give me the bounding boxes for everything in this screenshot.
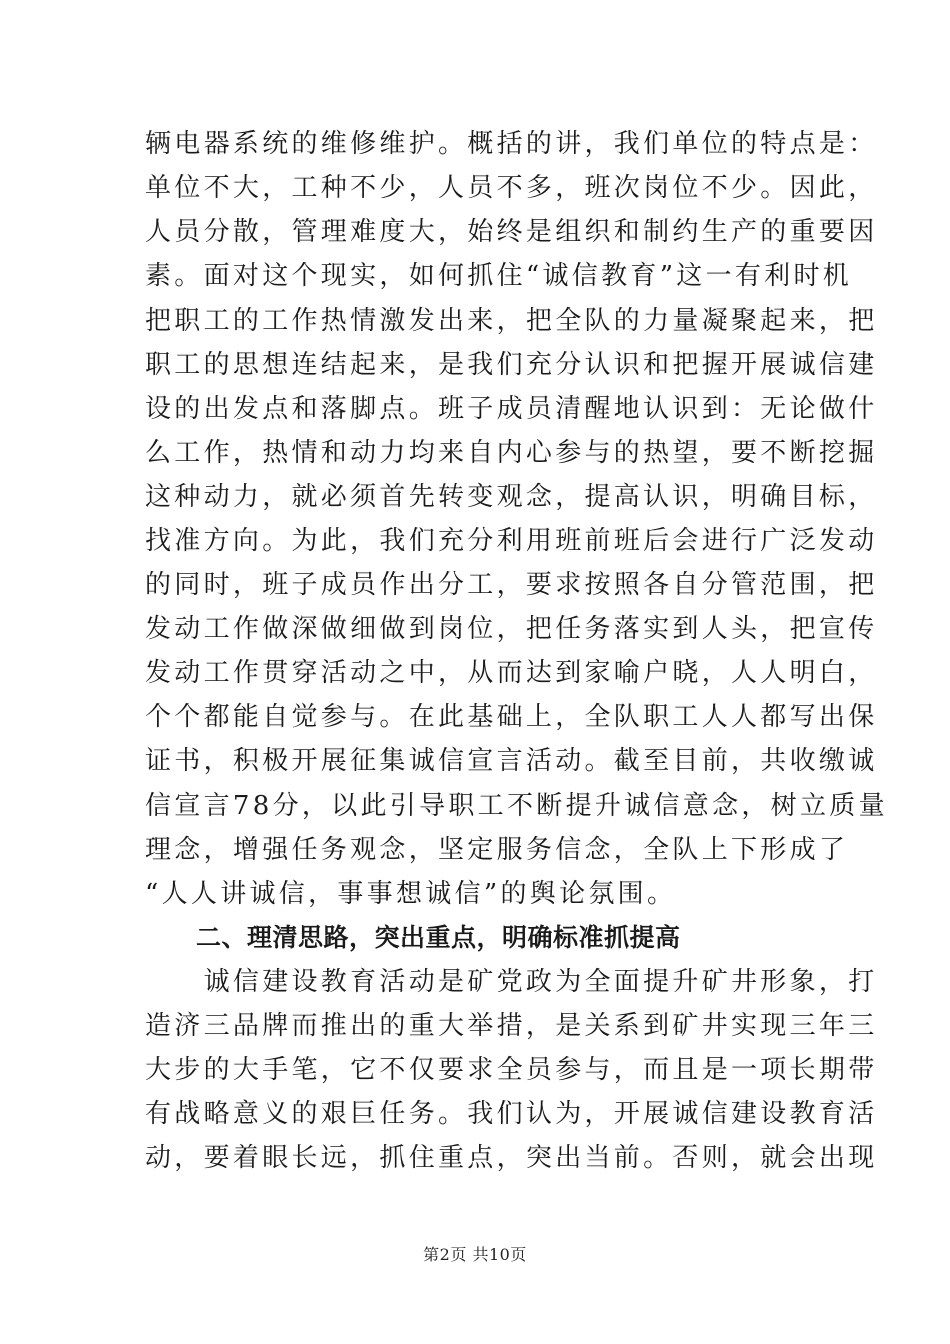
body-text-line: 诚信建设教育活动是矿党政为全面提升矿井形象，打 bbox=[145, 967, 878, 997]
body-text-line: 么工作，热情和动力均来自内心参与的热望，要不断挖掘 bbox=[145, 438, 878, 468]
page-footer: 第2页 共10页 bbox=[423, 1245, 527, 1264]
body-text-line: 发动工作贯穿活动之中，从而达到家喻户晓，人人明白， bbox=[145, 658, 878, 688]
body-text-line: 这种动力，就必须首先转变观念，提高认识，明确目标， bbox=[145, 482, 878, 512]
body-text-line: 的同时，班子成员作出分工，要求按照各自分管范围，把 bbox=[145, 570, 878, 600]
body-text-line: 个个都能自觉参与。在此基础上，全队职工人人都写出保 bbox=[145, 702, 878, 732]
body-text-line: 找准方向。为此，我们充分利用班前班后会进行广泛发动 bbox=[145, 526, 878, 556]
body-text-line: 素。面对这个现实，如何抓住“诚信教育”这一有利时机 bbox=[145, 261, 853, 291]
body-text-line: 职工的思想连结起来，是我们充分认识和把握开展诚信建 bbox=[145, 350, 878, 380]
body-text-line: 把职工的工作热情激发出来，把全队的力量凝聚起来，把 bbox=[145, 306, 878, 336]
body-text-line: 动，要着眼长远，抓住重点，突出当前。否则，就会出现 bbox=[145, 1143, 878, 1173]
section-heading: 二、理清思路，突出重点，明确标准抓提高 bbox=[196, 923, 681, 952]
body-text-line: 信宣言78分，以此引导职工不断提升诚信意念，树立质量 bbox=[145, 791, 888, 821]
body-text-line: 证书，积极开展征集诚信宣言活动。截至目前，共收缴诚 bbox=[145, 746, 878, 776]
body-text-line: 理念，增强任务观念，坚定服务信念，全队上下形成了 bbox=[145, 835, 849, 865]
body-text-line: 人员分散，管理难度大，始终是组织和制约生产的重要因 bbox=[145, 217, 878, 247]
body-text-line: 设的出发点和落脚点。班子成员清醒地认识到：无论做什 bbox=[145, 394, 878, 424]
body-text-line: 大步的大手笔，它不仅要求全员参与，而且是一项长期带 bbox=[145, 1055, 878, 1085]
body-text-line: 造济三品牌而推出的重大举措，是关系到矿井实现三年三 bbox=[145, 1011, 878, 1041]
body-text-line: 单位不大，工种不少，人员不多，班次岗位不少。因此， bbox=[145, 173, 878, 203]
body-text-line: 有战略意义的艰巨任务。我们认为，开展诚信建设教育活 bbox=[145, 1099, 878, 1129]
body-text-line: 发动工作做深做细做到岗位，把任务落实到人头，把宣传 bbox=[145, 614, 878, 644]
body-text-line: “人人讲诚信，事事想诚信”的舆论氛围。 bbox=[145, 879, 677, 909]
body-text-line: 辆电器系统的维修维护。概括的讲，我们单位的特点是： bbox=[145, 129, 878, 159]
